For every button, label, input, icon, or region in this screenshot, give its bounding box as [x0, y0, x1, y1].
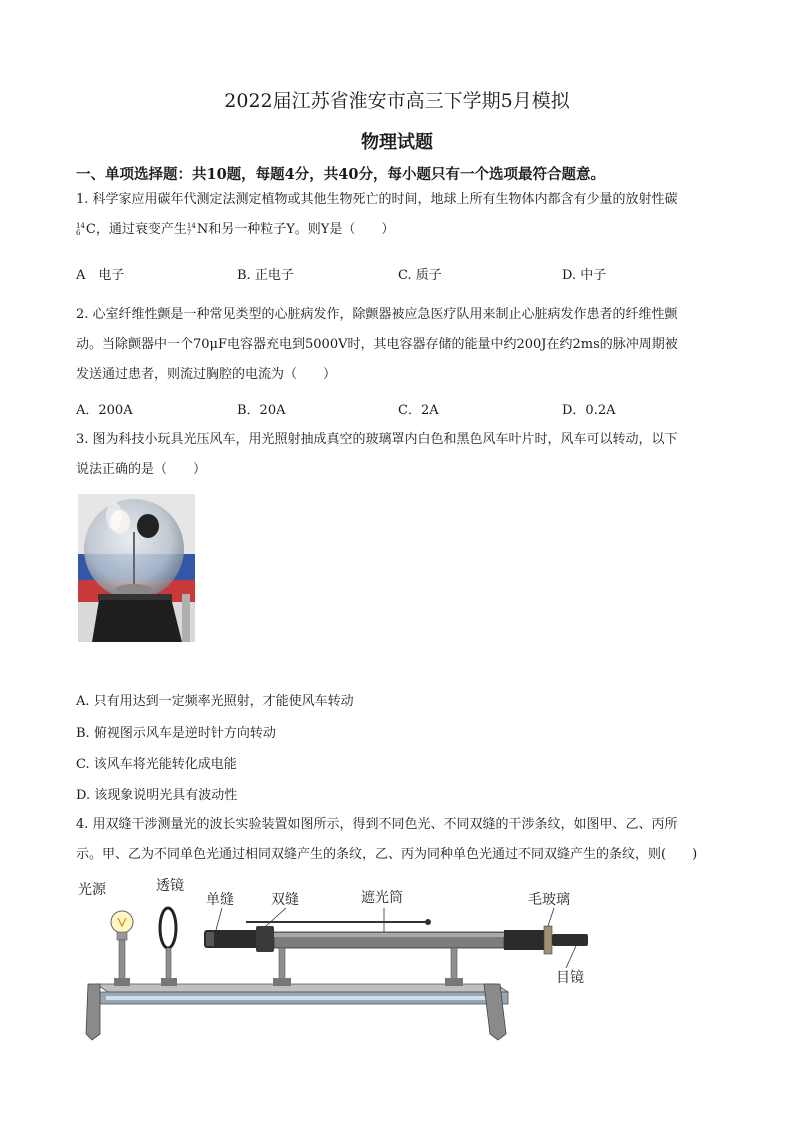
q1-option-a[interactable]: A 电子 [76, 268, 125, 283]
question-3-line-1: 3. 图为科技小玩具光压风车，用光照射抽成真空的玻璃罩内白色和黑色风车叶片时，风车可以转动，以下 [76, 432, 678, 447]
carbon-symbol: C [85, 222, 96, 237]
q1-option-b[interactable]: B. 正电子 [237, 268, 294, 283]
light-mill-photo [78, 494, 195, 642]
carbon-mass-number: 14 [76, 221, 85, 230]
q2-option-c[interactable]: C．2A [398, 403, 439, 418]
carbon-atomic-number: 6 [76, 228, 81, 237]
nitrogen-symbol: N [196, 222, 209, 237]
q1-option-c[interactable]: C. 质子 [398, 268, 442, 283]
double-slit-apparatus-diagram [76, 872, 636, 1052]
question-2-options [76, 399, 726, 421]
label-lens: 透镜 [156, 878, 184, 894]
light-tube-assembly [204, 919, 588, 954]
nitrogen-atomic-number: 7 [186, 228, 192, 237]
label-light-source: 光源 [78, 882, 106, 898]
label-frosted-glass: 毛玻璃 [528, 892, 570, 908]
question-4 [76, 810, 726, 870]
nitrogen-mass-number: 14 [186, 221, 196, 230]
question-1-line-2 [76, 215, 726, 245]
label-single-slit: 单缝 [206, 892, 234, 908]
light-mill-illustration [78, 494, 195, 642]
question-2 [76, 300, 726, 390]
question-1-end-text: 和另一种粒子Y。则Y是（ ） [208, 222, 395, 237]
optical-bench [86, 984, 508, 1040]
label-double-slit: 双缝 [271, 892, 299, 908]
q2-option-b[interactable]: B．20A [237, 403, 286, 418]
question-3-line-2: 说法正确的是（ ） [76, 462, 207, 477]
carbon-14-nuclide [76, 215, 96, 245]
light-bulb-icon [111, 911, 133, 986]
lens-icon [160, 908, 177, 986]
question-1-options [76, 264, 726, 286]
exam-title: 2022届江苏省淮安市高三下学期5月模拟 [224, 90, 570, 112]
question-3 [76, 425, 726, 485]
q1-option-d[interactable]: D. 中子 [562, 268, 607, 283]
question-2-line-2: 动。当除颤器中一个70μF电容器充电到5000V时，其电容器存储的能量中约200J在约2ms的脉冲周期被 [76, 337, 678, 352]
question-4-line-1: 4. 用双缝干涉测量光的波长实验装置如图所示，得到不同色光、不同双缝的干涉条纹，如图甲、乙、丙所 [76, 817, 678, 832]
label-eyepiece: 目镜 [556, 970, 584, 986]
q2-option-a[interactable]: A．200A [76, 403, 133, 418]
nitrogen-14-nuclide [187, 215, 208, 245]
question-2-line-1: 2. 心室纤维性颤是一种常见类型的心脏病发作，除颤器被应急医疗队用来制止心脏病发作患者的纤维性颤 [76, 307, 678, 322]
question-1-line-1: 1. 科学家应用碳年代测定法测定植物或其他生物死亡的时间，地球上所有生物体内都含有少量的放射性碳 [76, 192, 678, 207]
question-1-mid-text: ，通过衰变产生 [95, 222, 187, 237]
apparatus-svg [76, 872, 636, 1052]
tube-supports [273, 948, 463, 986]
question-1 [76, 185, 726, 245]
q3-option-d[interactable]: D. 该现象说明光具有波动性 [76, 788, 238, 803]
q2-option-d[interactable]: D．0.2A [562, 403, 616, 418]
q3-option-b[interactable]: B. 俯视图示风车是逆时针方向转动 [76, 726, 276, 741]
label-light-tube: 遮光筒 [361, 890, 403, 906]
question-2-line-3: 发送通过患者，则流过胸腔的电流为（ ） [76, 367, 337, 382]
question-4-line-2: 示。甲、乙为不同单色光通过相同双缝产生的条纹，乙、丙为同种单色光通过不同双缝产生的条纹，则( ) [76, 847, 698, 862]
q3-option-c[interactable]: C. 该风车将光能转化成电能 [76, 757, 237, 772]
section-heading: 一、单项选择题：共10题，每题4分，共40分，每小题只有一个选项最符合题意。 [76, 166, 605, 183]
exam-subtitle: 物理试题 [361, 132, 433, 153]
q3-option-a[interactable]: A. 只有用达到一定频率光照射，才能使风车转动 [76, 694, 354, 709]
